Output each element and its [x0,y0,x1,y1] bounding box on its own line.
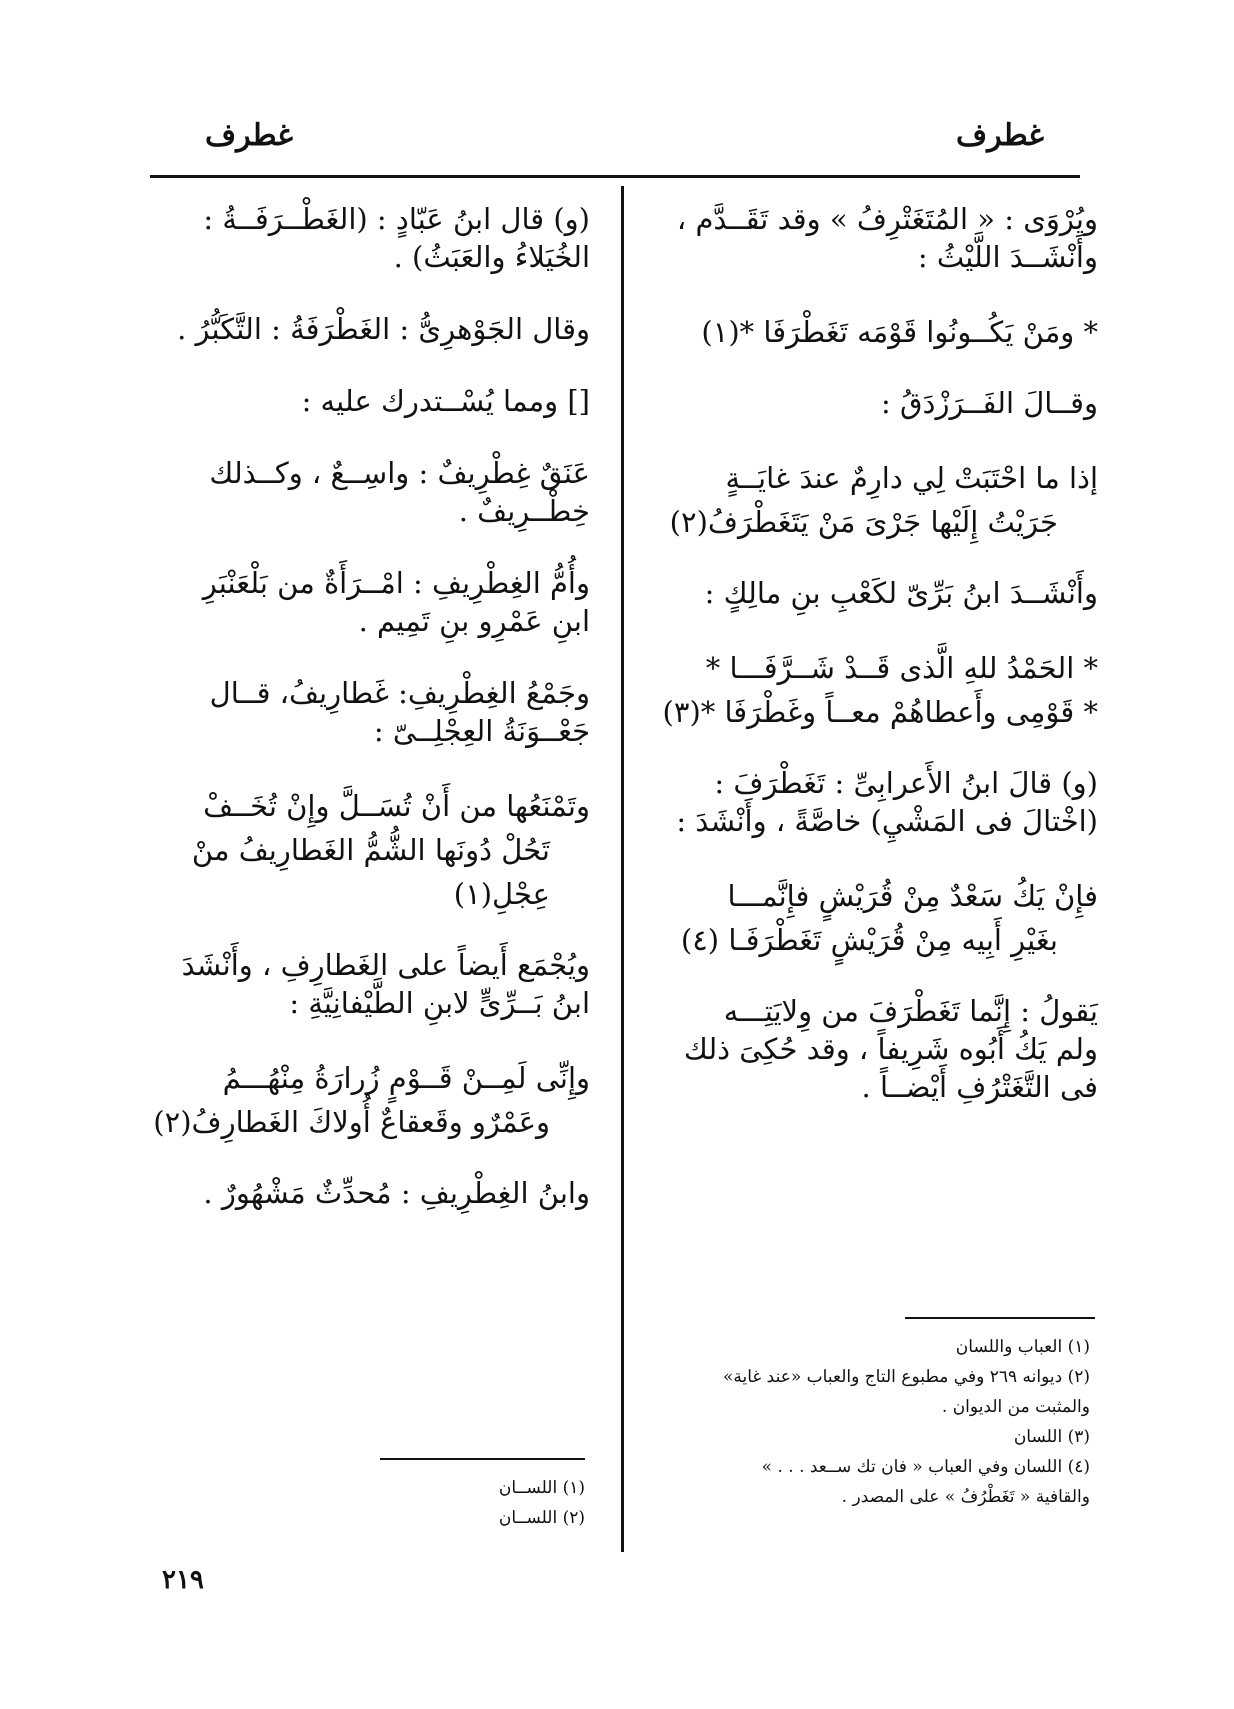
verse-line: وإِنِّى لَمِــنْ قَــوْمٍ زُرارَةُ مِنْهُـــمُ [222,1061,590,1095]
text-line: ولم يَكُ أَبُوه شَرِيفاً ، وقد حُكِىَ ذلك [683,1032,1098,1066]
poetry-verse [650,646,1098,734]
text-line: وأُمُّ الغِطْرِيفِ : امْــرَأَةٌ من بَلْعَنْبَرِ [202,566,590,600]
text-line: ويُرْوَى : « المُتَغَتْرِفُ » وقد تَقَــدَّم ، [676,202,1098,236]
footnotes-left [360,1476,585,1536]
text-line: وابنُ الغِطْرِيفِ : مُحدِّثٌ مَشْهُورٌ . [203,1176,590,1210]
left-column [140,200,590,1246]
paragraph [650,992,1098,1106]
right-column [650,200,1098,1140]
paragraph [650,200,1098,276]
text-line: عَنَقٌ غِطْرِيفٌ : واسِــعٌ ، وكــذلك [209,456,590,490]
text-line: فى التَّغَتْرُفِ أَيْضــاً . [861,1070,1098,1104]
text-line: ويُجْمَع أَيضاً على الغَطارِفِ ، وأَنْشَدَ [181,948,590,982]
paragraph [140,946,590,1022]
text-line: ابنِ عَمْرِو بنِ تَمِيم . [358,604,590,638]
verse-line: بغَيْرِ أَبِيه مِنْ قُرَيْشٍ تَغَطْرَفَـا (٤) [680,923,1058,957]
page-number: ٢١٩ [162,1565,204,1595]
footnote-rule [905,1317,1095,1319]
header-rule [150,175,1080,178]
paragraph [140,1174,590,1212]
footnote-rule [380,1458,585,1460]
text-line: (و) قالَ ابنُ الأَعرابِىِّ : تَغَطْرَفَ : [714,766,1098,800]
text-line: يَقولُ : إِنَّما تَغَطْرَفَ من وِلايَتِـــه [723,994,1098,1028]
footnote: (١) العباب واللسان [955,1337,1090,1357]
paragraph [140,310,590,348]
text-line: جَعْــوَنَةُ العِجْلِــىّ : [373,714,590,748]
column-divider [621,186,624,1552]
footnote: (٤) اللسان وفي العباب « فان تك ســعد . . . » [761,1457,1090,1477]
footnote: (٢) ديوانه ٢٦٩ وفي مطبوع التاج والعباب «عند غاية» [722,1367,1090,1387]
running-header-right: غطرف [956,118,1044,153]
paragraph [140,382,590,420]
text-line: وقال الجَوْهرِىُّ : الغَطْرَفَةُ : التَّكَبُّرُ . [177,312,590,346]
poetry-verse [650,310,1098,354]
poetry-verse [650,874,1098,962]
footnotes-right [660,1335,1090,1515]
verse-line: جَرَيْتُ إِلَيْها جَرْىَ مَنْ يَتَغَطْرَفُ(٢) [669,505,1058,539]
footnote: (٢) اللســان [498,1508,585,1528]
text-line: خِطْــرِيفٌ . [458,494,590,528]
paragraph [140,200,590,276]
text-line: وأَنْشَــدَ اللَّيْثُ : [917,240,1098,274]
footnote: والقافية « تَغَطْرُفُ » على المصدر . [841,1487,1090,1507]
running-header-left: غطرف [205,118,293,153]
poetry-verse [140,1056,590,1144]
poetry-verse [140,784,590,916]
verse-line: وعَمْرٌو وقَعقاعٌ أُولاكَ الغَطارِفُ(٢) [153,1105,550,1139]
text-line: وأَنْشَــدَ ابنُ بَرِّىّ لكَعْبِ بنِ مالِكٍ : [704,576,1098,610]
text-line: ابنُ بَــرِّىٍّ لابنِ الطَّيْفانِيَّةِ : [289,986,590,1020]
poetry-verse [650,456,1098,544]
paragraph [650,764,1098,840]
text-line: [] ومما يُسْــتدرك عليه : [301,384,590,418]
verse-line: * الحَمْدُ للهِ الَّذى قَــدْ شَــرَّفَـــا * [705,651,1098,685]
footnote: (١) اللســان [498,1478,585,1498]
paragraph [140,674,590,750]
text-line: (اخْتالَ فى المَشْيِ) خاصَّةً ، وأَنْشَدَ : [676,804,1098,838]
verse-line: * ومَنْ يَكُــونُوا قَوْمَه تَغَطْرَفَا *(١) [701,315,1098,349]
paragraph [650,384,1098,422]
text-line: وجَمْعُ الغِطْرِيفِ: غَطارِيفُ، قــال [209,676,590,710]
verse-line: تَحُلْ دُونَها الشُّمُّ الغَطارِيفُ منْ عِجْلِ(١) [191,833,550,911]
text-line: الخُيَلاءُ والعَبَثُ) . [393,240,590,274]
paragraph [140,564,590,640]
verse-line: فإِنْ يَكُ سَعْدٌ مِنْ قُرَيْشٍ فإِنَّمـــا [727,879,1098,913]
paragraph [140,454,590,530]
footnote: والمثبت من الديوان . [941,1397,1090,1417]
paragraph [650,574,1098,612]
verse-line: * قَوْمِى وأَعطاهُمْ معــاً وغَطْرَفَا *(٣) [662,695,1098,729]
text-line: (و) قال ابنُ عَبّادٍ : (الغَطْــرَفَــةُ : [203,202,590,236]
footnote: (٣) اللسان [1013,1427,1090,1447]
text-line: وقــالَ الفَــرَزْدَقُ : [881,386,1098,420]
verse-line: إذا ما احْتَبَتْ لِي دارِمٌ عندَ غايَــةٍ [725,461,1098,495]
verse-line: وتَمْنَعُها من أَنْ تُسَــلَّ وإِنْ تُخَــفْ [203,789,590,823]
